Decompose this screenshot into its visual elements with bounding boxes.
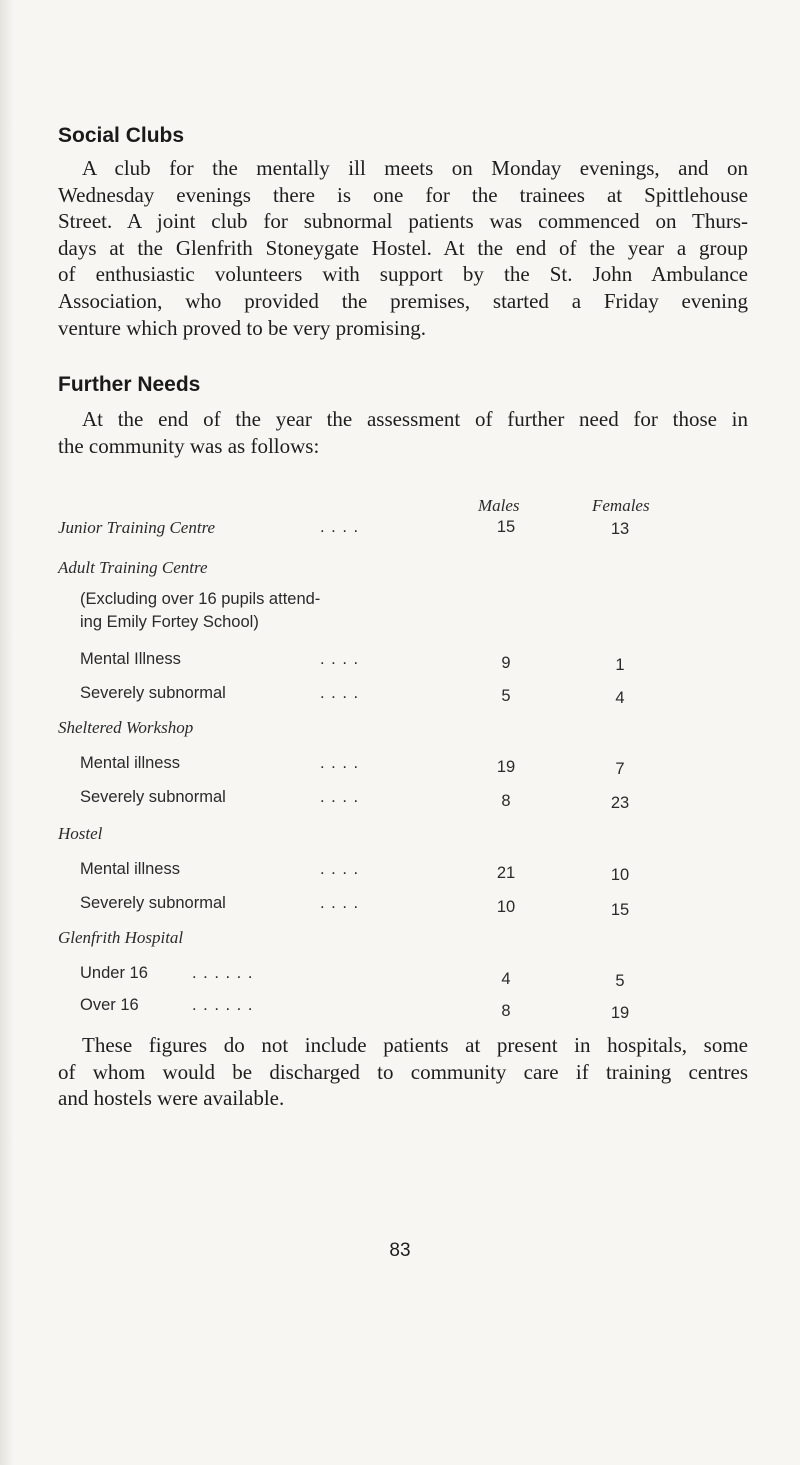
- row-label: Severely subnormal: [80, 894, 226, 912]
- paragraph-line: A club for the mentally ill meets on Monday evenings, and on: [82, 156, 748, 180]
- closing-paragraph: [58, 1032, 748, 1112]
- paragraph-line: venture which proved to be very promising.: [58, 315, 426, 340]
- females-value: 19: [610, 1004, 630, 1022]
- leader-dots: . . . .: [320, 894, 360, 912]
- further-needs-heading: Further Needs: [58, 373, 201, 396]
- social-clubs-heading: Social Clubs: [58, 124, 185, 147]
- row-label: Mental illness: [80, 860, 180, 878]
- females-value: 15: [610, 901, 630, 919]
- females-value: 10: [610, 866, 630, 884]
- males-value: 21: [496, 864, 516, 882]
- row-label: Junior Training Centre: [58, 518, 216, 537]
- section-label: Hostel: [58, 824, 103, 843]
- row-label: Mental Illness: [80, 650, 181, 668]
- paragraph-line: These figures do not include patients at present in hospitals, some: [82, 1033, 748, 1057]
- females-value: 23: [610, 794, 630, 812]
- row-label: (Excluding over 16 pupils attend-: [80, 590, 321, 608]
- row-label: Severely subnormal: [80, 788, 226, 806]
- section-label: Glenfrith Hospital: [58, 928, 184, 947]
- row-label: Severely subnormal: [80, 684, 226, 702]
- leader-dots: . . . .: [320, 650, 360, 668]
- females-value: 4: [615, 689, 625, 707]
- males-value: 8: [501, 1002, 511, 1020]
- leader-dots: . . . .: [320, 684, 360, 702]
- leader-dots: . . . .: [320, 754, 360, 772]
- paragraph-line: At the end of the year the assessment of further need for those in: [82, 407, 748, 431]
- males-column-header: Males: [478, 496, 520, 515]
- males-value: 10: [496, 898, 516, 916]
- females-value: 1: [615, 656, 625, 674]
- females-value: 7: [615, 760, 625, 778]
- paragraph-line: and hostels were available.: [58, 1086, 285, 1111]
- females-value: 13: [610, 520, 630, 538]
- males-value: 15: [496, 518, 516, 536]
- paragraph-line: days at the Glenfrith Stoneygate Hostel. At the end of the year a group: [58, 235, 748, 260]
- males-value: 8: [501, 792, 511, 810]
- paragraph-line: Street. A joint club for subnormal patients was commenced on Thurs-: [58, 209, 748, 234]
- leader-dots: . . . .: [320, 860, 360, 878]
- females-column-header: Females: [592, 496, 650, 515]
- leader-dots: . . . .: [320, 788, 360, 806]
- paragraph-line: the community was as follows:: [58, 433, 320, 458]
- row-label: ing Emily Fortey School): [80, 613, 259, 631]
- leader-dots: . . . . . .: [192, 996, 254, 1014]
- paragraph-line: Association, who provided the premises, started a Friday evening: [58, 288, 748, 313]
- section-label: Sheltered Workshop: [58, 718, 194, 737]
- males-value: 19: [496, 758, 516, 776]
- page-number: 83: [389, 1240, 411, 1261]
- paragraph-line: of enthusiastic volunteers with support by the St. John Ambulance: [58, 262, 748, 287]
- males-value: 5: [501, 687, 511, 705]
- section-label: Adult Training Centre: [58, 558, 208, 577]
- row-label: Over 16: [80, 996, 139, 1014]
- row-label: Mental illness: [80, 754, 180, 772]
- row-label: Under 16: [80, 964, 148, 982]
- paragraph-line: of whom would be discharged to community care if training centres: [58, 1059, 748, 1084]
- females-value: 5: [615, 972, 625, 990]
- males-value: 4: [501, 970, 511, 988]
- paragraph-line: Wednesday evenings there is one for the trainees at Spittlehouse: [58, 182, 748, 207]
- leader-dots: . . . . . .: [192, 964, 254, 982]
- leader-dots: . . . .: [320, 518, 360, 536]
- males-value: 9: [501, 654, 511, 672]
